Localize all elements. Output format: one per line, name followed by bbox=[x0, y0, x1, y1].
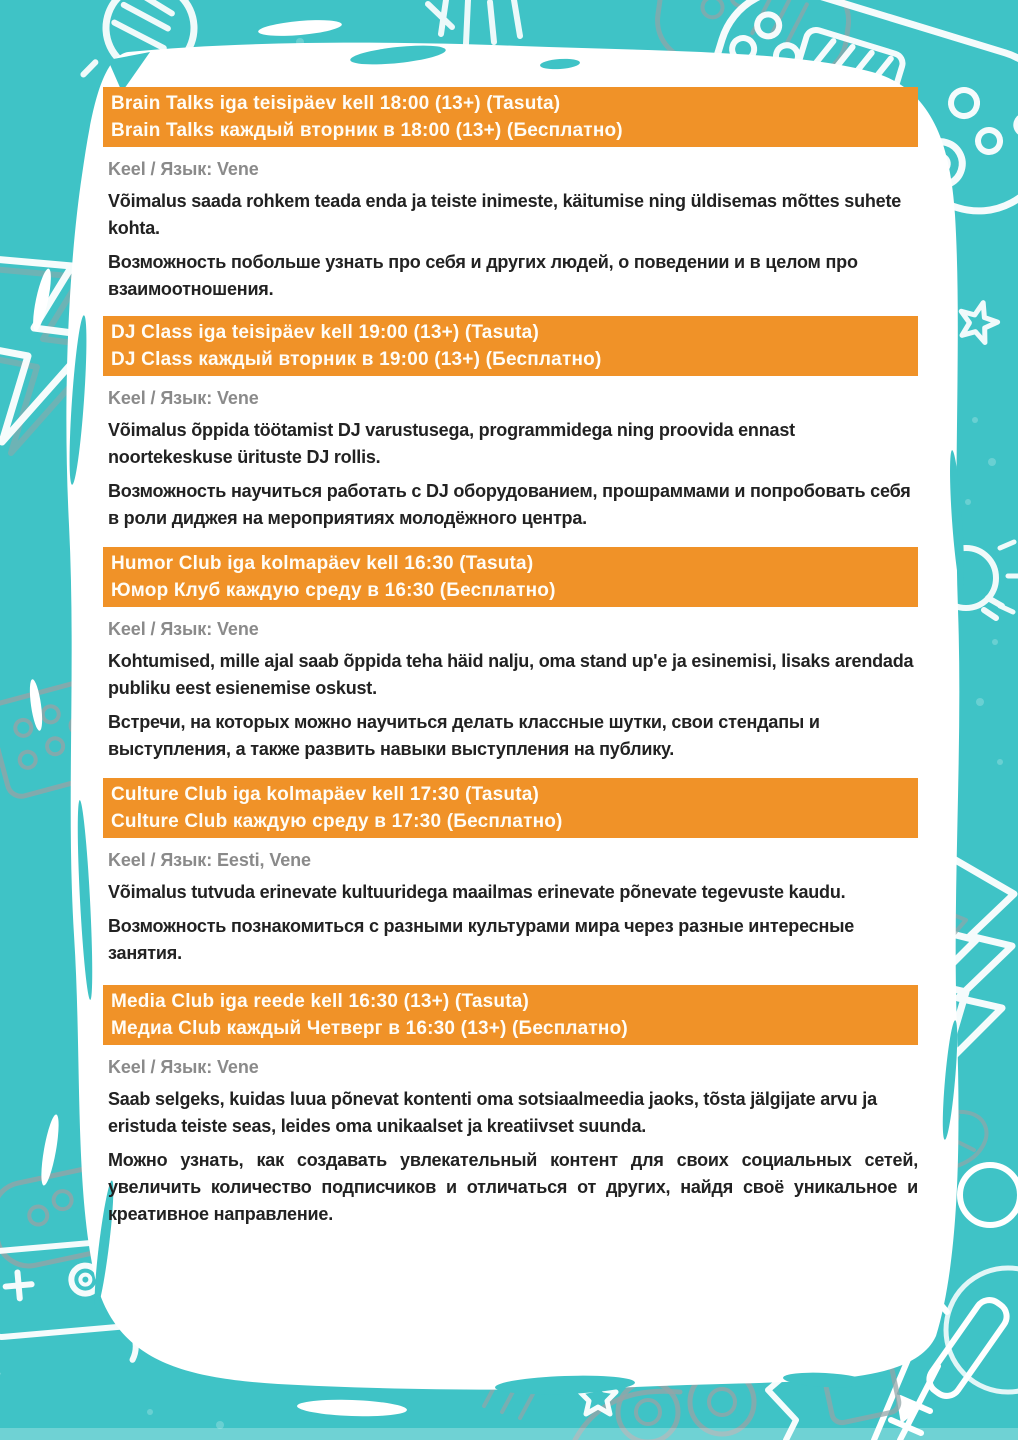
description-et: Saab selgeks, kuidas luua põnevat kontenti oma sotsiaalmeedia jaoks, tõsta jälgijate arvu ja eristuda teiste seas, leides oma unikaalset ja kreatiivset suunda. bbox=[108, 1089, 877, 1136]
event-section-dj-class bbox=[103, 316, 918, 532]
event-title-et: Brain Talks iga teisipäev kell 18:00 (13+) (Tasuta) bbox=[111, 93, 561, 114]
tally-marks-icon bbox=[428, 0, 520, 44]
event-section-media-club bbox=[103, 985, 918, 1228]
language-line bbox=[108, 617, 918, 641]
event-title-ru: Culture Club каждую среду в 17:30 (Бесплатно) bbox=[111, 811, 563, 832]
language-label: Keel / Язык: bbox=[108, 619, 213, 639]
event-title-bar bbox=[103, 985, 918, 1045]
event-title-ru: Медиа Club каждый Четверг в 16:30 (13+) (Бесплатно) bbox=[111, 1018, 628, 1039]
star-icon bbox=[955, 298, 1002, 345]
event-title-bar bbox=[103, 316, 918, 376]
language-label: Keel / Язык: bbox=[108, 388, 213, 408]
event-title-et: Humor Club iga kolmapäev kell 16:30 (Tasuta) bbox=[111, 553, 534, 574]
description-ru: Возможность побольше узнать про себя и других людей, о поведении и в целом про взаимоотношения. bbox=[108, 252, 858, 299]
language-label: Keel / Язык: bbox=[108, 159, 213, 179]
event-title-ru: DJ Class каждый вторник в 19:00 (13+) (Бесплатно) bbox=[111, 349, 602, 370]
event-section-humor-club bbox=[103, 547, 918, 763]
event-title-ru: Brain Talks каждый вторник в 18:00 (13+) (Бесплатно) bbox=[111, 120, 623, 141]
description-et: Võimalus tutvuda erinevate kultuuridega maailmas erinevate põnevate tegevuste kaudu. bbox=[108, 882, 846, 902]
description-ru: Встречи, на которых можно научиться делать классные шутки, свои стендапы и выступления, а также развить навыки выступления на публику. bbox=[108, 712, 820, 759]
description-ru: Возможность познакомиться с разными культурами мира через разные интересные занятия. bbox=[108, 916, 855, 963]
bottom-edge-strip bbox=[0, 1428, 1018, 1440]
event-title-bar bbox=[103, 778, 918, 838]
language-line bbox=[108, 157, 918, 181]
language-label: Keel / Язык: bbox=[108, 1057, 213, 1077]
language-line bbox=[108, 386, 918, 410]
language-value: Vene bbox=[217, 619, 259, 639]
event-section-brain-talks bbox=[103, 87, 918, 303]
language-line bbox=[108, 1055, 918, 1079]
language-label: Keel / Язык: bbox=[108, 850, 213, 870]
language-value: Vene bbox=[217, 159, 259, 179]
event-title-ru: Юмор Клуб каждую среду в 16:30 (Бесплатно) bbox=[111, 580, 556, 601]
event-title-et: Culture Club iga kolmapäev kell 17:30 (Tasuta) bbox=[111, 784, 540, 805]
description-et: Võimalus õppida töötamist DJ varustusega, programmidega ning proovida ennast noortekeskuse ürituste DJ rollis. bbox=[108, 420, 795, 467]
event-title-et: Media Club iga reede kell 16:30 (13+) (Tasuta) bbox=[111, 991, 530, 1012]
event-title-bar bbox=[103, 547, 918, 607]
description-et: Kohtumised, mille ajal saab õppida teha häid nalju, oma stand up'e ja esinemisi, lisaks arendada publiku eest esienemise oskust. bbox=[108, 651, 914, 698]
event-title-et: DJ Class iga teisipäev kell 19:00 (13+) (Tasuta) bbox=[111, 322, 539, 343]
language-value: Eesti, Vene bbox=[217, 850, 311, 870]
description-et: Võimalus saada rohkem teada enda ja teiste inimeste, käitumise ning üldisemas mõttes suhete kohta. bbox=[108, 191, 902, 238]
description-ru: Можно узнать, как создавать увлекательный контент для своих социальных сетей, увеличить количество подписчиков и отличаться от других, найдя своё уникальное и креативное направление. bbox=[108, 1150, 918, 1224]
language-value: Vene bbox=[217, 388, 259, 408]
language-line bbox=[108, 848, 918, 872]
event-title-bar bbox=[103, 87, 918, 147]
language-value: Vene bbox=[217, 1057, 259, 1077]
event-section-culture-club bbox=[103, 778, 918, 967]
description-ru: Возможность научиться работать с DJ оборудованием, прошраммами и попробовать себя в роли диджея на мероприятиях молодёжного центра. bbox=[108, 481, 911, 528]
